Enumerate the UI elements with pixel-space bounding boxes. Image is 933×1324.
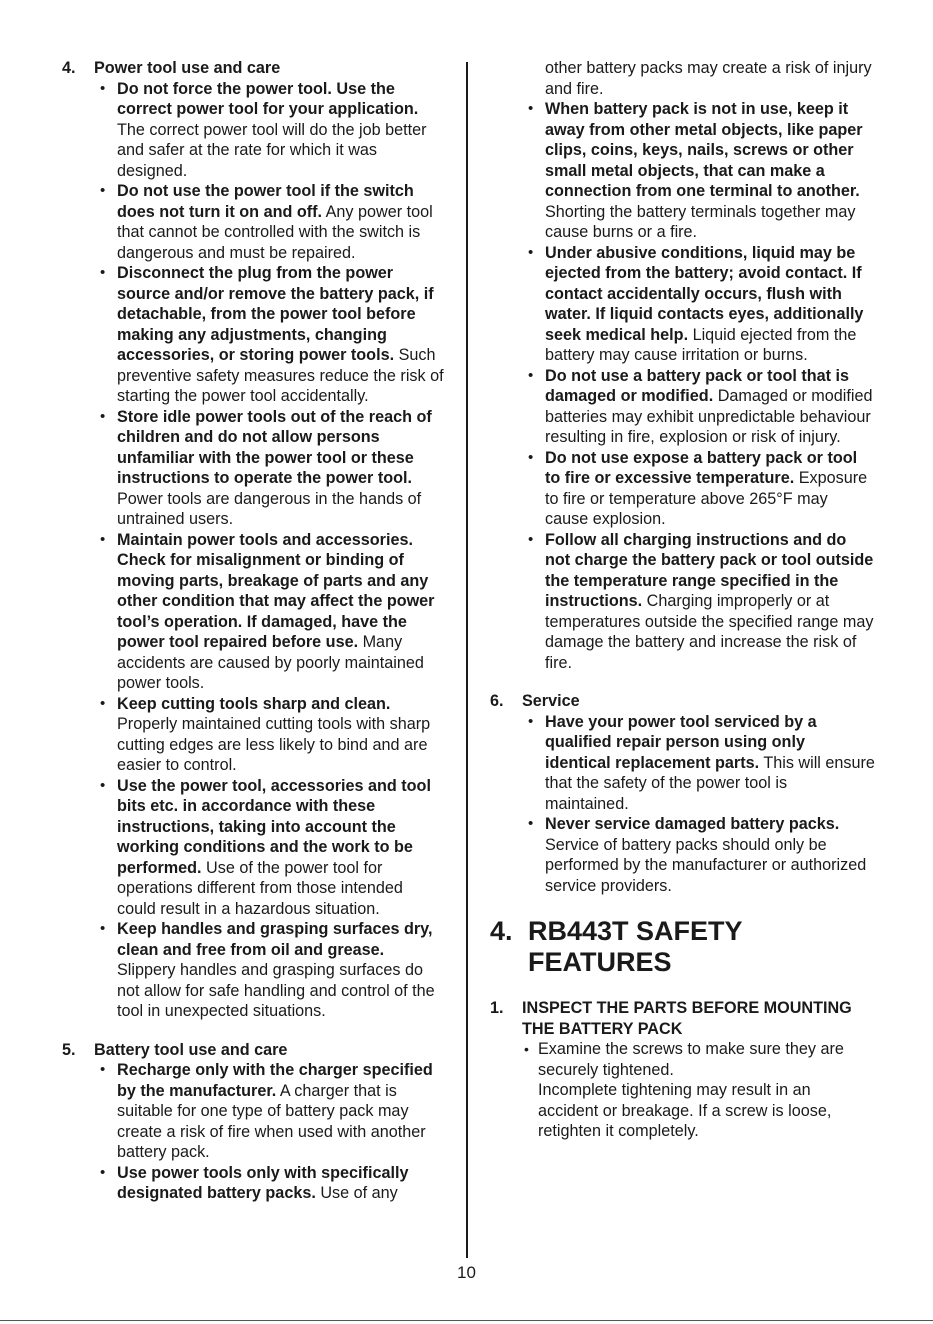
bullet-list bbox=[490, 1039, 875, 1142]
item-text: Liquid ejected from the battery may cause irritation or burns. bbox=[545, 325, 857, 364]
list-item bbox=[522, 1039, 875, 1142]
bullet-list bbox=[490, 712, 875, 897]
section-title: Battery tool use and care bbox=[94, 1040, 288, 1059]
list-item bbox=[94, 776, 444, 920]
item-text: Power tools are dangerous in the hands of untrained users. bbox=[117, 489, 422, 528]
bullet-list bbox=[490, 99, 875, 673]
item-lead: Use power tools only with specifically designated battery packs. bbox=[117, 1163, 409, 1202]
item-lead: Keep cutting tools sharp and clean. bbox=[117, 694, 391, 713]
right-column bbox=[490, 58, 875, 1142]
section-power-tool-use bbox=[62, 58, 444, 1022]
section-title: Power tool use and care bbox=[94, 59, 281, 77]
list-item bbox=[94, 919, 444, 1022]
item-lead: When battery pack is not in use, keep it away from other metal objects, like paper clips, coins, keys, nails, screws or other small metal objects, that can make a connection from one terminal to another. bbox=[545, 100, 863, 200]
item-lead: Do not use the power tool if the switch does not turn it on and off. bbox=[117, 182, 414, 221]
list-item bbox=[522, 712, 875, 815]
item-lead: Recharge only with the charger specified by the manufacturer. bbox=[117, 1061, 433, 1100]
item-text: Use of any bbox=[315, 1184, 398, 1202]
item-lead: Never service damaged battery packs. bbox=[545, 815, 840, 833]
section-heading bbox=[490, 998, 875, 1039]
section-title: INSPECT THE PARTS BEFORE MOUNTING THE BATTERY PACK bbox=[522, 999, 852, 1038]
list-item bbox=[522, 99, 875, 243]
bullet-list bbox=[62, 1060, 444, 1204]
item-text: Use of the power tool for operations different from those intended could result in a hazardous situation. bbox=[117, 858, 403, 918]
item-text: The correct power tool will do the job better and safer at the rate for which it was designed. bbox=[117, 120, 427, 180]
item-lead: Follow all charging instructions and do not charge the battery pack or tool outside the temperature range specified in the instructions. bbox=[545, 530, 874, 610]
list-item bbox=[522, 530, 875, 674]
section-number: 6. bbox=[490, 692, 504, 710]
list-item bbox=[94, 530, 444, 694]
section-service bbox=[490, 691, 875, 896]
item-text: Exposure to fire or temperature above 265°F may cause explosion. bbox=[545, 469, 868, 528]
list-item bbox=[94, 79, 444, 182]
list-item bbox=[94, 694, 444, 776]
list-item bbox=[94, 181, 444, 263]
list-item bbox=[522, 814, 875, 896]
chapter-heading bbox=[490, 916, 875, 978]
item-lead: Keep handles and grasping surfaces dry, clean and free from oil and grease. bbox=[117, 920, 433, 959]
item-text: Such preventive safety measures reduce the risk of starting the power tool accidentally. bbox=[117, 346, 444, 405]
chapter-number: 4. bbox=[490, 916, 513, 946]
chapter-title: RB443T SAFETY FEATURES bbox=[528, 916, 743, 977]
item-lead: Do not use a battery pack or tool that is damaged or modified. bbox=[545, 366, 850, 405]
item-text: Charging improperly or at temperatures outside the specified range may damage the battery and increase the risk of fire. bbox=[545, 592, 874, 672]
continued-text: other battery packs may create a risk of injury and fire. bbox=[545, 59, 872, 98]
left-column bbox=[62, 58, 444, 1222]
item-text: Slippery handles and grasping surfaces do not allow for safe handling and control of the tool in unexpected situations. bbox=[117, 961, 435, 1020]
item-text: Service of battery packs should only be performed by the manufacturer or authorized service providers. bbox=[545, 835, 867, 895]
item-lead: Under abusive conditions, liquid may be ejected from the battery; avoid contact. If contact accidentally occurs, flush with water. If liquid contacts eyes, additionally seek medical help. bbox=[545, 243, 864, 344]
section-number: 4. bbox=[62, 59, 76, 77]
list-item bbox=[94, 407, 444, 530]
section-inspect-parts bbox=[490, 998, 875, 1142]
item-lead: Maintain power tools and accessories. Check for misalignment or binding of moving parts, breakage of parts and any other condition that may affect the power tool’s operation. If damaged, have the power tool repaired before use. bbox=[117, 530, 435, 651]
list-item bbox=[522, 448, 875, 530]
page-number: 10 bbox=[457, 1263, 476, 1282]
item-lead: Do not use expose a battery pack or tool to fire or excessive temperature. bbox=[545, 448, 858, 487]
list-item bbox=[94, 1163, 444, 1204]
list-item bbox=[522, 366, 875, 448]
item-text: Any power tool that cannot be controlled with the switch is dangerous and must be repaired. bbox=[117, 202, 433, 262]
item-lead: Do not force the power tool. Use the correct power tool for your application. bbox=[117, 79, 419, 118]
item-lead: Use the power tool, accessories and tool bits etc. in accordance with these instructions, taking into account the working conditions and the work to be performed. bbox=[117, 776, 431, 877]
section-heading bbox=[62, 58, 444, 79]
list-item bbox=[94, 1060, 444, 1163]
item-text: This will ensure that the safety of the power tool is maintained. bbox=[545, 753, 875, 813]
list-item bbox=[94, 263, 444, 407]
column-divider bbox=[466, 62, 468, 1258]
item-text: Shorting the battery terminals together may cause burns or a fire. bbox=[545, 202, 856, 241]
section-battery-tool-use bbox=[62, 1040, 444, 1204]
item-text: Examine the screws to make sure they are securely tightened. bbox=[538, 1040, 844, 1079]
item-lead: Have your power tool serviced by a qualified repair person using only identical replacement parts. bbox=[545, 712, 817, 772]
item-lead: Disconnect the plug from the power source and/or remove the battery pack, if detachable, from the power tool before making any adjustments, changing accessories, or storing power tools. bbox=[117, 264, 434, 364]
section-heading bbox=[490, 691, 875, 712]
item-text: Properly maintained cutting tools with sharp cutting edges are less likely to bind and are easier to control. bbox=[117, 715, 431, 774]
bullet-list bbox=[62, 79, 444, 1022]
section-number: 1. bbox=[490, 999, 504, 1017]
item-text: Many accidents are caused by poorly maintained power tools. bbox=[117, 633, 424, 692]
section-title: Service bbox=[522, 692, 580, 710]
section-heading bbox=[62, 1040, 444, 1061]
item-text: Damaged or modified batteries may exhibit unpredictable behaviour resulting in fire, explosion or risk of injury. bbox=[545, 387, 873, 446]
item-text: A charger that is suitable for one type of battery pack may create a risk of fire when used with another battery pack. bbox=[117, 1081, 426, 1161]
section-number: 5. bbox=[62, 1040, 76, 1059]
item-lead: Store idle power tools out of the reach of children and do not allow persons unfamiliar with the power tool or these instructions to operate the power tool. bbox=[117, 407, 432, 487]
list-item bbox=[522, 243, 875, 366]
item-note: Incomplete tightening may result in an accident or breakage. If a screw is loose, retighten it completely. bbox=[538, 1081, 832, 1140]
bottom-rule bbox=[0, 1320, 933, 1321]
